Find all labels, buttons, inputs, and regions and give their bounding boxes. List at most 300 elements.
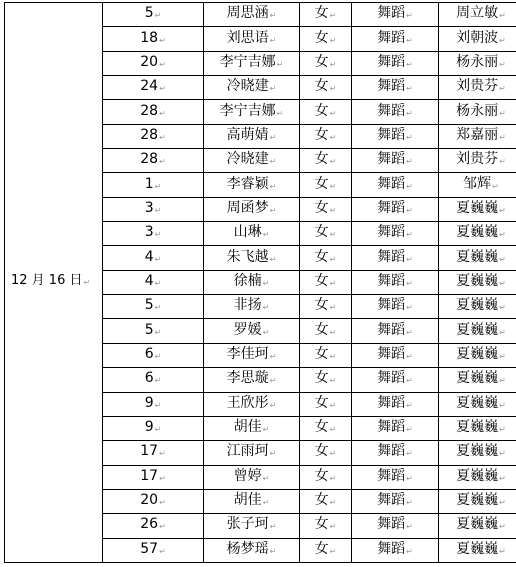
cell-name bbox=[204, 295, 300, 319]
paragraph-mark-icon: ↵ bbox=[499, 425, 506, 435]
paragraph-mark-icon: ↵ bbox=[154, 181, 162, 191]
cell-category-text: 舞蹈 bbox=[377, 345, 406, 362]
paragraph-mark-icon: ↵ bbox=[262, 473, 270, 483]
cell-tutor-text: 夏巍巍 bbox=[456, 540, 499, 557]
cell-number bbox=[103, 368, 204, 392]
cell-number bbox=[103, 222, 204, 246]
paragraph-mark-icon: ↵ bbox=[329, 181, 337, 191]
cell-category-text: 舞蹈 bbox=[377, 53, 406, 70]
cell-tutor bbox=[439, 197, 516, 221]
cell-number-text: 6 bbox=[144, 370, 154, 387]
cell-tutor-text: 刘贵芬 bbox=[456, 151, 499, 168]
cell-number bbox=[103, 295, 204, 319]
cell-tutor-text: 夏巍巍 bbox=[456, 467, 499, 484]
cell-gender-text: 女 bbox=[314, 199, 329, 216]
paragraph-mark-icon: ↵ bbox=[154, 254, 162, 264]
paragraph-mark-icon: ↵ bbox=[406, 108, 413, 118]
paragraph-mark-icon: ↵ bbox=[406, 498, 413, 508]
paragraph-mark-icon: ↵ bbox=[262, 425, 270, 435]
paragraph-mark-icon: ↵ bbox=[499, 522, 506, 532]
cell-category-text: 舞蹈 bbox=[377, 272, 406, 289]
cell-tutor-text: 刘朝波 bbox=[456, 29, 499, 46]
cell-number-text: 6 bbox=[144, 345, 154, 362]
cell-gender bbox=[300, 27, 352, 51]
date-label: 12 月 16 日 bbox=[11, 273, 83, 289]
cell-tutor-text: 夏巍巍 bbox=[456, 345, 499, 362]
cell-tutor bbox=[439, 124, 516, 148]
cell-tutor bbox=[439, 538, 516, 562]
cell-tutor-text: 郑嘉丽 bbox=[456, 126, 499, 143]
cell-tutor bbox=[439, 343, 516, 367]
cell-number bbox=[103, 124, 204, 148]
paragraph-mark-icon: ↵ bbox=[329, 327, 337, 337]
cell-number-text: 17 bbox=[140, 467, 159, 484]
cell-category bbox=[352, 416, 439, 440]
paragraph-mark-icon: ↵ bbox=[406, 400, 413, 410]
cell-number-text: 1 bbox=[144, 175, 154, 192]
paragraph-mark-icon: ↵ bbox=[154, 230, 162, 240]
cell-number-text: 18 bbox=[140, 29, 159, 46]
cell-number bbox=[103, 514, 204, 538]
paragraph-mark-icon: ↵ bbox=[406, 254, 413, 264]
cell-name bbox=[204, 319, 300, 343]
cell-tutor bbox=[439, 270, 516, 294]
cell-tutor-text: 夏巍巍 bbox=[456, 297, 499, 314]
paragraph-mark-icon: ↵ bbox=[329, 59, 337, 69]
paragraph-mark-icon: ↵ bbox=[406, 425, 413, 435]
paragraph-mark-icon: ↵ bbox=[329, 11, 337, 21]
cell-gender-text: 女 bbox=[314, 370, 329, 387]
paragraph-mark-icon: ↵ bbox=[499, 303, 506, 313]
paragraph-mark-icon: ↵ bbox=[499, 498, 506, 508]
paragraph-mark-icon: ↵ bbox=[159, 522, 166, 532]
paragraph-mark-icon: ↵ bbox=[154, 400, 162, 410]
cell-category bbox=[352, 270, 439, 294]
cell-name-text: 高萌婧 bbox=[226, 126, 269, 143]
cell-gender-text: 女 bbox=[314, 467, 329, 484]
cell-category-text: 舞蹈 bbox=[377, 102, 406, 119]
cell-tutor bbox=[439, 514, 516, 538]
cell-gender bbox=[300, 222, 352, 246]
paragraph-mark-icon: ↵ bbox=[406, 132, 413, 142]
paragraph-mark-icon: ↵ bbox=[269, 351, 277, 361]
cell-gender bbox=[300, 76, 352, 100]
cell-number-text: 57 bbox=[140, 540, 159, 557]
cell-gender-text: 女 bbox=[314, 53, 329, 70]
paragraph-mark-icon: ↵ bbox=[329, 303, 337, 313]
cell-tutor-text: 周立敏 bbox=[456, 5, 499, 22]
paragraph-mark-icon: ↵ bbox=[406, 327, 413, 337]
paragraph-mark-icon: ↵ bbox=[499, 35, 506, 45]
cell-number bbox=[103, 270, 204, 294]
cell-gender-text: 女 bbox=[314, 126, 329, 143]
roster-table-body bbox=[5, 3, 516, 563]
cell-category bbox=[352, 319, 439, 343]
cell-gender-text: 女 bbox=[314, 492, 329, 509]
cell-gender-text: 女 bbox=[314, 5, 329, 22]
cell-gender-text: 女 bbox=[314, 78, 329, 95]
cell-gender-text: 女 bbox=[314, 248, 329, 265]
paragraph-mark-icon: ↵ bbox=[499, 132, 506, 142]
cell-number-text: 20 bbox=[140, 53, 159, 70]
cell-category bbox=[352, 51, 439, 75]
cell-category-text: 舞蹈 bbox=[377, 5, 406, 22]
cell-gender bbox=[300, 173, 352, 197]
cell-name bbox=[204, 27, 300, 51]
paragraph-mark-icon: ↵ bbox=[159, 157, 166, 167]
cell-category-text: 舞蹈 bbox=[377, 151, 406, 168]
paragraph-mark-icon: ↵ bbox=[269, 11, 277, 21]
cell-tutor bbox=[439, 392, 516, 416]
paragraph-mark-icon: ↵ bbox=[406, 303, 413, 313]
cell-name bbox=[204, 489, 300, 513]
cell-gender-text: 女 bbox=[314, 175, 329, 192]
cell-name bbox=[204, 392, 300, 416]
cell-category bbox=[352, 246, 439, 270]
cell-number bbox=[103, 319, 204, 343]
cell-tutor bbox=[439, 51, 516, 75]
cell-number bbox=[103, 197, 204, 221]
cell-name bbox=[204, 100, 300, 124]
cell-category-text: 舞蹈 bbox=[377, 443, 406, 460]
paragraph-mark-icon: ↵ bbox=[269, 376, 277, 386]
paragraph-mark-icon: ↵ bbox=[406, 546, 413, 556]
cell-name bbox=[204, 416, 300, 440]
cell-number-text: 24 bbox=[140, 78, 159, 95]
cell-name bbox=[204, 149, 300, 173]
cell-category-text: 舞蹈 bbox=[377, 419, 406, 436]
cell-category-text: 舞蹈 bbox=[377, 540, 406, 557]
paragraph-mark-icon: ↵ bbox=[154, 205, 162, 215]
cell-gender-text: 女 bbox=[314, 272, 329, 289]
cell-gender bbox=[300, 465, 352, 489]
paragraph-mark-icon: ↵ bbox=[499, 11, 506, 21]
cell-gender-text: 女 bbox=[314, 443, 329, 460]
paragraph-mark-icon: ↵ bbox=[329, 205, 337, 215]
cell-number bbox=[103, 76, 204, 100]
cell-tutor-text: 夏巍巍 bbox=[456, 394, 499, 411]
cell-number-text: 26 bbox=[140, 516, 159, 533]
paragraph-mark-icon: ↵ bbox=[329, 108, 337, 118]
cell-name bbox=[204, 538, 300, 562]
paragraph-mark-icon: ↵ bbox=[406, 449, 413, 459]
paragraph-mark-icon: ↵ bbox=[159, 108, 166, 118]
paragraph-mark-icon: ↵ bbox=[329, 473, 337, 483]
cell-category-text: 舞蹈 bbox=[377, 126, 406, 143]
paragraph-mark-icon: ↵ bbox=[269, 205, 277, 215]
cell-number-text: 28 bbox=[140, 102, 159, 119]
cell-number-text: 3 bbox=[144, 224, 154, 241]
cell-tutor-text: 杨永丽 bbox=[456, 53, 499, 70]
cell-gender bbox=[300, 270, 352, 294]
cell-category-text: 舞蹈 bbox=[377, 199, 406, 216]
paragraph-mark-icon: ↵ bbox=[269, 400, 277, 410]
cell-category-text: 舞蹈 bbox=[377, 394, 406, 411]
cell-number-text: 9 bbox=[144, 419, 154, 436]
cell-category bbox=[352, 368, 439, 392]
cell-gender bbox=[300, 319, 352, 343]
cell-name-text: 胡佳 bbox=[233, 419, 262, 436]
cell-number bbox=[103, 3, 204, 27]
cell-name-text: 王欣彤 bbox=[226, 394, 269, 411]
paragraph-mark-icon: ↵ bbox=[329, 254, 337, 264]
cell-number bbox=[103, 343, 204, 367]
cell-gender-text: 女 bbox=[314, 29, 329, 46]
paragraph-mark-icon: ↵ bbox=[329, 157, 337, 167]
paragraph-mark-icon: ↵ bbox=[406, 59, 413, 69]
paragraph-mark-icon: ↵ bbox=[159, 35, 166, 45]
cell-name-text: 胡佳 bbox=[233, 492, 262, 509]
paragraph-mark-icon: ↵ bbox=[159, 84, 166, 94]
cell-name-text: 刘思语 bbox=[226, 29, 269, 46]
paragraph-mark-icon: ↵ bbox=[329, 376, 337, 386]
cell-number-text: 4 bbox=[144, 272, 154, 289]
cell-gender bbox=[300, 51, 352, 75]
paragraph-mark-icon: ↵ bbox=[406, 157, 413, 167]
cell-tutor-text: 夏巍巍 bbox=[456, 199, 499, 216]
cell-number-text: 28 bbox=[140, 126, 159, 143]
cell-name bbox=[204, 441, 300, 465]
cell-category bbox=[352, 343, 439, 367]
cell-tutor bbox=[439, 222, 516, 246]
cell-gender-text: 女 bbox=[314, 321, 329, 338]
cell-name bbox=[204, 197, 300, 221]
cell-category bbox=[352, 489, 439, 513]
paragraph-mark-icon: ↵ bbox=[269, 181, 277, 191]
cell-tutor bbox=[439, 295, 516, 319]
cell-name bbox=[204, 173, 300, 197]
paragraph-mark-icon: ↵ bbox=[329, 498, 337, 508]
paragraph-mark-icon: ↵ bbox=[499, 205, 506, 215]
paragraph-mark-icon: ↵ bbox=[269, 546, 277, 556]
cell-number bbox=[103, 27, 204, 51]
cell-category-text: 舞蹈 bbox=[377, 492, 406, 509]
cell-gender-text: 女 bbox=[314, 394, 329, 411]
cell-tutor-text: 夏巍巍 bbox=[456, 321, 499, 338]
paragraph-mark-icon: ↵ bbox=[154, 11, 162, 21]
cell-name-text: 周函梦 bbox=[226, 199, 269, 216]
cell-gender bbox=[300, 197, 352, 221]
paragraph-mark-icon: ↵ bbox=[154, 327, 162, 337]
cell-tutor-text: 夏巍巍 bbox=[456, 419, 499, 436]
cell-tutor bbox=[439, 173, 516, 197]
cell-tutor-text: 夏巍巍 bbox=[456, 492, 499, 509]
paragraph-mark-icon: ↵ bbox=[406, 84, 413, 94]
cell-name-text: 非扬 bbox=[233, 297, 262, 314]
cell-tutor-text: 夏巍巍 bbox=[456, 516, 499, 533]
paragraph-mark-icon: ↵ bbox=[269, 522, 277, 532]
cell-tutor bbox=[439, 3, 516, 27]
paragraph-mark-icon: ↵ bbox=[406, 351, 413, 361]
paragraph-mark-icon: ↵ bbox=[499, 473, 506, 483]
cell-name-text: 冷晓建 bbox=[226, 78, 269, 95]
paragraph-mark-icon: ↵ bbox=[329, 546, 337, 556]
cell-name bbox=[204, 368, 300, 392]
cell-tutor bbox=[439, 489, 516, 513]
paragraph-mark-icon: ↵ bbox=[406, 376, 413, 386]
roster-table bbox=[4, 2, 516, 563]
cell-gender bbox=[300, 149, 352, 173]
cell-name-text: 李宁吉娜 bbox=[219, 102, 276, 119]
paragraph-mark-icon: ↵ bbox=[262, 327, 270, 337]
cell-category-text: 舞蹈 bbox=[377, 224, 406, 241]
cell-category bbox=[352, 149, 439, 173]
cell-gender bbox=[300, 100, 352, 124]
cell-name bbox=[204, 343, 300, 367]
paragraph-mark-icon: ↵ bbox=[329, 400, 337, 410]
cell-category bbox=[352, 173, 439, 197]
cell-name-text: 周思涵 bbox=[226, 5, 269, 22]
cell-number bbox=[103, 392, 204, 416]
paragraph-mark-icon: ↵ bbox=[499, 351, 506, 361]
cell-name bbox=[204, 76, 300, 100]
cell-gender-text: 女 bbox=[314, 419, 329, 436]
cell-gender-text: 女 bbox=[314, 102, 329, 119]
paragraph-mark-icon: ↵ bbox=[269, 157, 277, 167]
cell-tutor-text: 夏巍巍 bbox=[456, 370, 499, 387]
paragraph-mark-icon: ↵ bbox=[262, 230, 270, 240]
cell-number-text: 9 bbox=[144, 394, 154, 411]
paragraph-mark-icon: ↵ bbox=[499, 327, 506, 337]
paragraph-mark-icon: ↵ bbox=[406, 35, 413, 45]
cell-name-text: 朱飞越 bbox=[226, 248, 269, 265]
cell-tutor bbox=[439, 149, 516, 173]
cell-tutor-text: 邹辉 bbox=[463, 175, 492, 192]
cell-number-text: 5 bbox=[144, 297, 154, 314]
cell-date bbox=[5, 3, 103, 563]
paragraph-mark-icon: ↵ bbox=[499, 400, 506, 410]
cell-number bbox=[103, 173, 204, 197]
paragraph-mark-icon: ↵ bbox=[159, 59, 166, 69]
paragraph-mark-icon: ↵ bbox=[329, 35, 337, 45]
paragraph-mark-icon: ↵ bbox=[406, 205, 413, 215]
paragraph-mark-icon: ↵ bbox=[499, 254, 506, 264]
cell-category-text: 舞蹈 bbox=[377, 29, 406, 46]
cell-category-text: 舞蹈 bbox=[377, 516, 406, 533]
paragraph-mark-icon: ↵ bbox=[499, 59, 506, 69]
paragraph-mark-icon: ↵ bbox=[499, 449, 506, 459]
paragraph-mark-icon: ↵ bbox=[329, 84, 337, 94]
paragraph-mark-icon: ↵ bbox=[154, 303, 162, 313]
cell-name-text: 李思璇 bbox=[226, 370, 269, 387]
paragraph-mark-icon: ↵ bbox=[83, 278, 91, 288]
cell-number-text: 20 bbox=[140, 492, 159, 509]
cell-tutor bbox=[439, 27, 516, 51]
paragraph-mark-icon: ↵ bbox=[499, 278, 506, 288]
cell-category bbox=[352, 465, 439, 489]
paragraph-mark-icon: ↵ bbox=[329, 522, 337, 532]
cell-gender bbox=[300, 368, 352, 392]
cell-tutor-text: 夏巍巍 bbox=[456, 248, 499, 265]
cell-gender bbox=[300, 343, 352, 367]
paragraph-mark-icon: ↵ bbox=[262, 278, 270, 288]
cell-gender bbox=[300, 295, 352, 319]
paragraph-mark-icon: ↵ bbox=[269, 84, 277, 94]
cell-tutor bbox=[439, 441, 516, 465]
cell-gender-text: 女 bbox=[314, 151, 329, 168]
cell-category-text: 舞蹈 bbox=[377, 248, 406, 265]
cell-number bbox=[103, 489, 204, 513]
cell-category-text: 舞蹈 bbox=[377, 467, 406, 484]
cell-name-text: 张子珂 bbox=[226, 516, 269, 533]
cell-category bbox=[352, 295, 439, 319]
cell-name bbox=[204, 51, 300, 75]
cell-tutor-text: 夏巍巍 bbox=[456, 272, 499, 289]
cell-name bbox=[204, 3, 300, 27]
paragraph-mark-icon: ↵ bbox=[499, 230, 506, 240]
cell-number-text: 3 bbox=[144, 199, 154, 216]
cell-gender bbox=[300, 392, 352, 416]
cell-gender-text: 女 bbox=[314, 540, 329, 557]
cell-number-text: 5 bbox=[144, 5, 154, 22]
paragraph-mark-icon: ↵ bbox=[406, 11, 413, 21]
cell-number bbox=[103, 441, 204, 465]
paragraph-mark-icon: ↵ bbox=[269, 35, 277, 45]
cell-category bbox=[352, 100, 439, 124]
cell-tutor-text: 刘贵芬 bbox=[456, 78, 499, 95]
cell-name bbox=[204, 246, 300, 270]
cell-name bbox=[204, 222, 300, 246]
cell-category-text: 舞蹈 bbox=[377, 78, 406, 95]
cell-number bbox=[103, 538, 204, 562]
paragraph-mark-icon: ↵ bbox=[329, 230, 337, 240]
cell-category bbox=[352, 124, 439, 148]
cell-name-text: 李宁吉娜 bbox=[219, 53, 276, 70]
cell-name bbox=[204, 465, 300, 489]
paragraph-mark-icon: ↵ bbox=[276, 108, 284, 118]
cell-category-text: 舞蹈 bbox=[377, 370, 406, 387]
cell-tutor bbox=[439, 100, 516, 124]
paragraph-mark-icon: ↵ bbox=[154, 351, 162, 361]
cell-name-text: 江雨珂 bbox=[226, 443, 269, 460]
cell-tutor bbox=[439, 76, 516, 100]
cell-gender bbox=[300, 416, 352, 440]
cell-gender-text: 女 bbox=[314, 345, 329, 362]
cell-gender bbox=[300, 246, 352, 270]
paragraph-mark-icon: ↵ bbox=[269, 254, 277, 264]
paragraph-mark-icon: ↵ bbox=[329, 132, 337, 142]
paragraph-mark-icon: ↵ bbox=[499, 84, 506, 94]
paragraph-mark-icon: ↵ bbox=[262, 303, 270, 313]
cell-name-text: 李佳珂 bbox=[226, 345, 269, 362]
paragraph-mark-icon: ↵ bbox=[406, 230, 413, 240]
cell-name-text: 杨梦瑶 bbox=[226, 540, 269, 557]
cell-category bbox=[352, 392, 439, 416]
cell-name-text: 徐楠 bbox=[233, 272, 262, 289]
cell-gender-text: 女 bbox=[314, 516, 329, 533]
cell-name-text: 山琳 bbox=[233, 224, 262, 241]
paragraph-mark-icon: ↵ bbox=[159, 132, 166, 142]
cell-name bbox=[204, 270, 300, 294]
cell-category bbox=[352, 441, 439, 465]
cell-category bbox=[352, 3, 439, 27]
paragraph-mark-icon: ↵ bbox=[159, 449, 166, 459]
cell-number bbox=[103, 149, 204, 173]
cell-name-text: 李睿颖 bbox=[226, 175, 269, 192]
cell-gender bbox=[300, 124, 352, 148]
cell-category bbox=[352, 27, 439, 51]
cell-category bbox=[352, 538, 439, 562]
paragraph-mark-icon: ↵ bbox=[159, 473, 166, 483]
cell-number bbox=[103, 246, 204, 270]
paragraph-mark-icon: ↵ bbox=[499, 108, 506, 118]
cell-category bbox=[352, 514, 439, 538]
cell-category bbox=[352, 76, 439, 100]
table-row bbox=[5, 3, 516, 27]
cell-category bbox=[352, 197, 439, 221]
paragraph-mark-icon: ↵ bbox=[492, 181, 499, 191]
cell-tutor bbox=[439, 416, 516, 440]
